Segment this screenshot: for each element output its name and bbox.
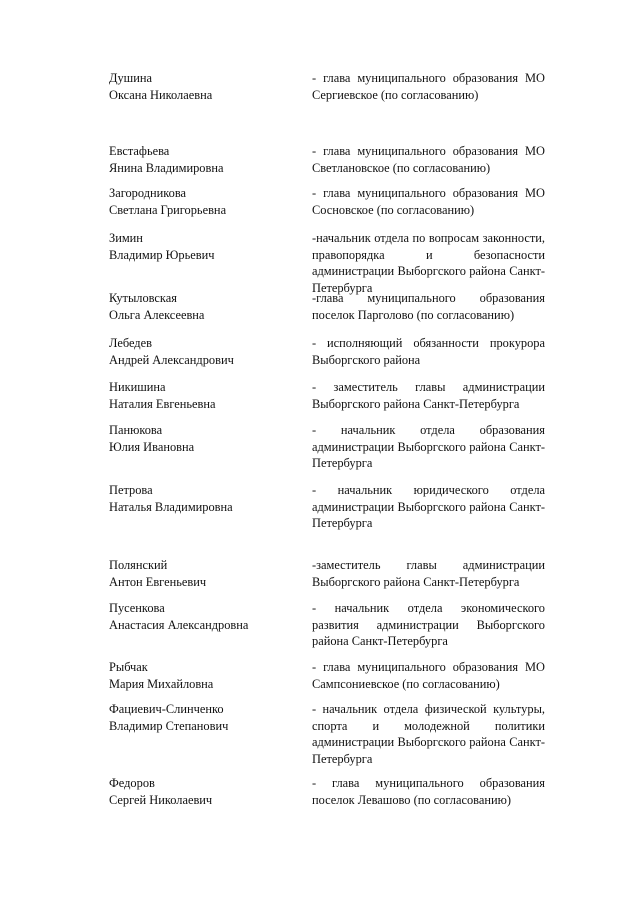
member-surname: Федоров xyxy=(109,776,155,790)
member-name xyxy=(109,701,299,734)
member-role: - исполняющий обязанности прокурора Выборгского района xyxy=(312,336,545,367)
member-role: - глава муниципального образования МО Светлановское (по согласованию) xyxy=(312,144,545,175)
member-surname: Евстафьева xyxy=(109,144,170,158)
member-role: - глава муниципального образования поселок Левашово (по согласованию) xyxy=(312,776,545,807)
member-name xyxy=(109,230,299,263)
member-given-name: Владимир Степанович xyxy=(109,718,229,733)
member-role: - заместитель главы администрации Выборгского района Санкт-Петербурга xyxy=(312,380,545,411)
member-surname: Душина xyxy=(109,71,152,85)
member-surname: Зимин xyxy=(109,231,143,245)
member-given-name: Наталья Владимировна xyxy=(109,499,233,514)
member-given-name: Янина Владимировна xyxy=(109,160,224,175)
member-given-name: Анастасия Александровна xyxy=(109,617,249,632)
member-surname: Никишина xyxy=(109,380,166,394)
member-given-name: Ольга Алексеевна xyxy=(109,307,205,322)
member-role: - глава муниципального образования МО Сергиевское (по согласованию) xyxy=(312,71,545,102)
member-given-name: Оксана Николаевна xyxy=(109,87,213,102)
member-given-name: Мария Михайловна xyxy=(109,676,214,691)
member-role: -глава муниципального образования поселок Парголово (по согласованию) xyxy=(312,291,545,322)
member-name xyxy=(109,70,299,103)
member-given-name: Андрей Александрович xyxy=(109,352,234,367)
member-surname: Фациевич-Слинченко xyxy=(109,702,224,716)
member-name xyxy=(109,290,299,323)
member-surname: Панюкова xyxy=(109,423,163,437)
member-given-name: Наталия Евгеньевна xyxy=(109,396,216,411)
member-surname: Кутыловская xyxy=(109,291,177,305)
member-role: - глава муниципального образования МО Сосновское (по согласованию) xyxy=(312,186,545,217)
member-name xyxy=(109,185,299,218)
member-surname: Лебедев xyxy=(109,336,152,350)
member-name xyxy=(109,659,299,692)
member-name xyxy=(109,143,299,176)
member-name xyxy=(109,557,299,590)
member-surname: Петрова xyxy=(109,483,153,497)
member-name xyxy=(109,422,299,455)
member-given-name: Сергей Николаевич xyxy=(109,792,213,807)
member-given-name: Антон Евгеньевич xyxy=(109,574,207,589)
member-name xyxy=(109,379,299,412)
member-name xyxy=(109,775,299,808)
member-surname: Пусенкова xyxy=(109,601,165,615)
member-surname: Полянский xyxy=(109,558,168,572)
member-name xyxy=(109,482,299,515)
member-role: -начальник отдела по вопросам законности, правопорядка и безопасности администрации Выборгского района Санкт-Петербурга xyxy=(312,231,545,295)
member-given-name: Владимир Юрьевич xyxy=(109,247,215,262)
member-name xyxy=(109,600,299,633)
member-given-name: Светлана Григорьевна xyxy=(109,202,227,217)
member-role: - начальник юридического отдела администрации Выборгского района Санкт-Петербурга xyxy=(312,483,545,530)
member-role: -заместитель главы администрации Выборгского района Санкт-Петербурга xyxy=(312,558,545,589)
member-role: - начальник отдела образования администрации Выборгского района Санкт-Петербурга xyxy=(312,423,545,470)
member-name xyxy=(109,335,299,368)
member-role: - начальник отдела экономического развития администрации Выборгского района Санкт-Петербурга xyxy=(312,601,545,648)
member-role: - глава муниципального образования МО Сампсониевское (по согласованию) xyxy=(312,660,545,691)
member-role: - начальник отдела физической культуры, спорта и молодежной политики администрации Выборгского района Санкт-Петербурга xyxy=(312,702,545,766)
member-surname: Загородникова xyxy=(109,186,187,200)
member-given-name: Юлия Ивановна xyxy=(109,439,195,454)
member-surname: Рыбчак xyxy=(109,660,148,674)
